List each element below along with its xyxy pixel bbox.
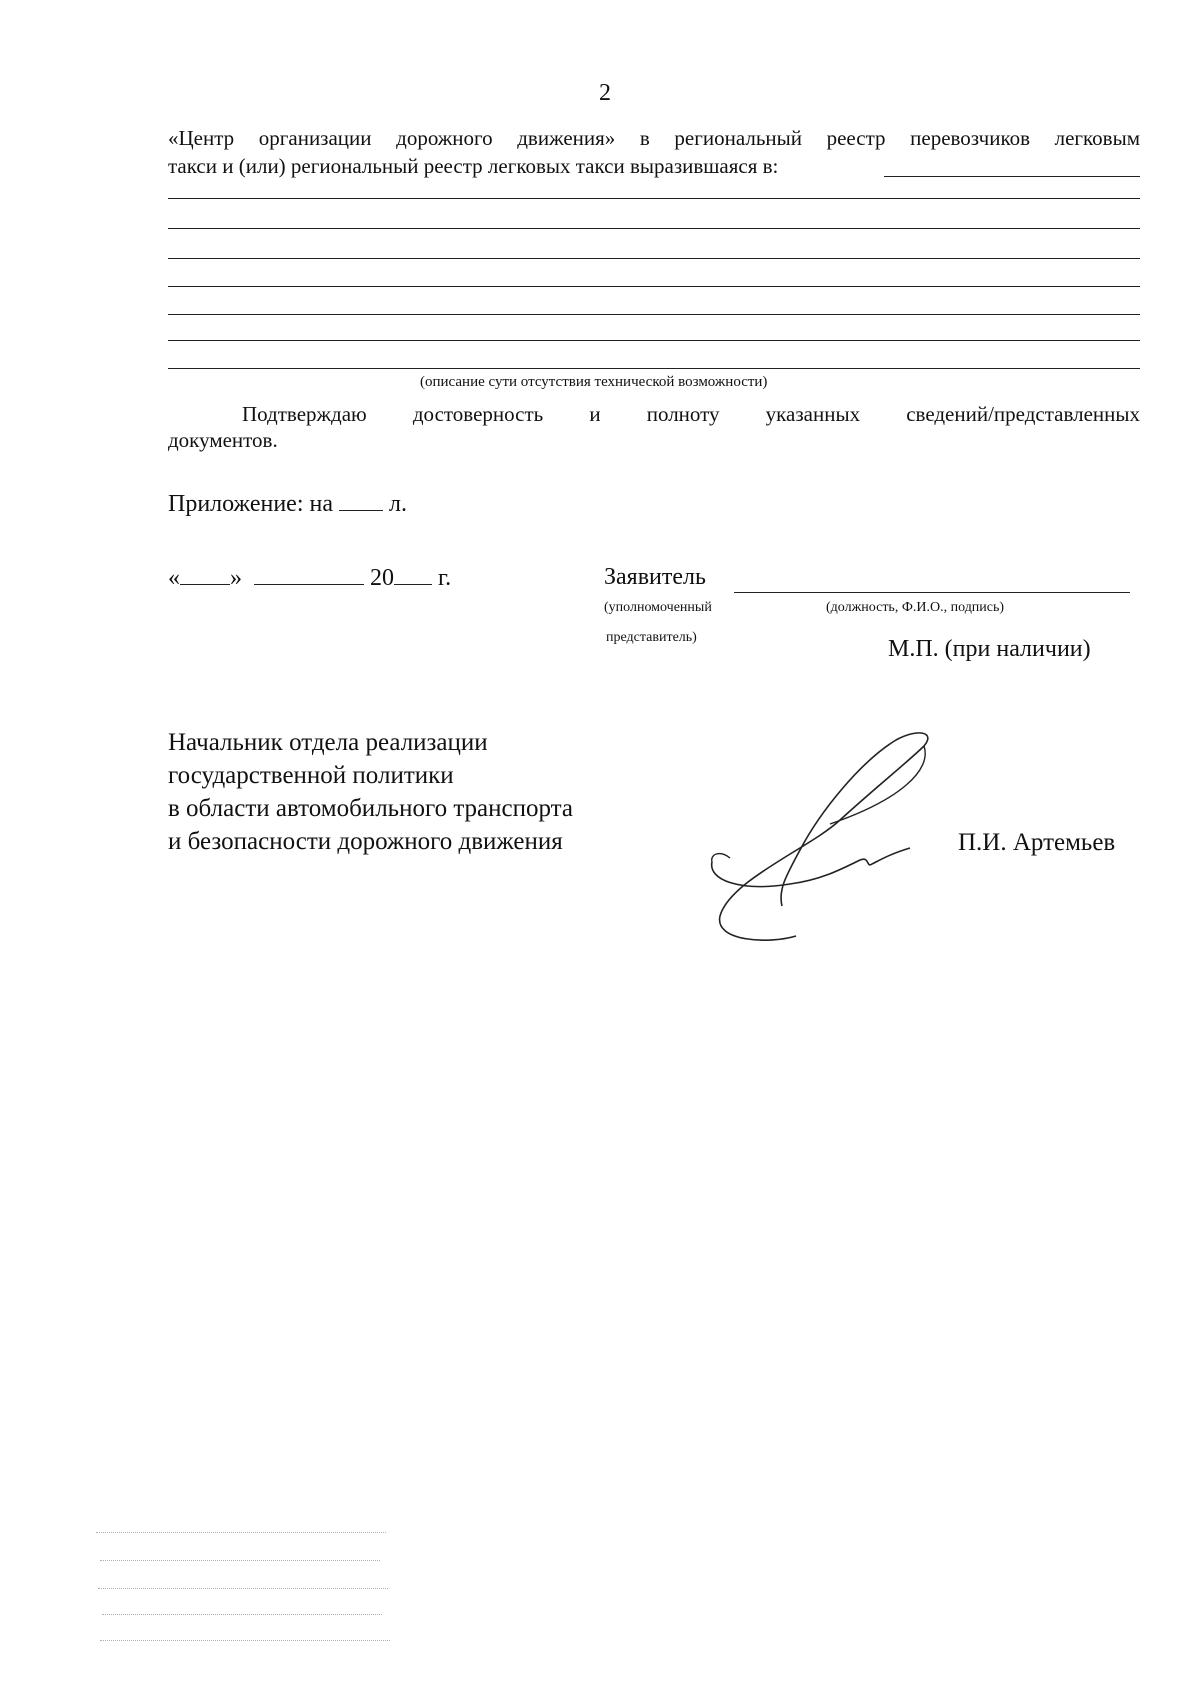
signatory-name: П.И. Артемьев bbox=[958, 829, 1116, 856]
attachment-prefix: Приложение: на bbox=[168, 491, 333, 517]
fill-line bbox=[168, 340, 1140, 341]
date-year-blank bbox=[394, 564, 432, 585]
confirm-line-2: документов. bbox=[168, 428, 278, 452]
noise-line bbox=[100, 1640, 390, 1641]
noise-line bbox=[100, 1560, 380, 1561]
signatory-title bbox=[168, 726, 573, 858]
applicant-label: Заявитель bbox=[604, 564, 706, 590]
seal-note: М.П. (при наличии) bbox=[888, 636, 1091, 662]
attachment-line bbox=[168, 490, 407, 518]
date-month-blank bbox=[254, 564, 364, 585]
intro-fill-line bbox=[884, 176, 1140, 177]
noise-line bbox=[96, 1532, 386, 1533]
date-year-suffix: г. bbox=[438, 565, 452, 591]
fill-line bbox=[168, 258, 1140, 259]
applicant-caption-rep-1: (уполномоченный bbox=[604, 600, 712, 615]
noise-line bbox=[98, 1588, 388, 1589]
signatory-title-line: Начальник отдела реализации bbox=[168, 729, 488, 756]
date-open-quote: « bbox=[168, 565, 180, 591]
date-close-quote: » bbox=[230, 565, 242, 591]
intro-line-2: такси и (или) региональный реестр легковых такси выразившаяся в: bbox=[168, 154, 779, 178]
fill-line bbox=[168, 368, 1140, 369]
date-century: 20 bbox=[370, 565, 394, 591]
applicant-signature-line bbox=[734, 592, 1130, 593]
description-caption: (описание сути отсутствия технической возможности) bbox=[420, 374, 768, 390]
page-number: 2 bbox=[599, 80, 611, 106]
attachment-suffix: л. bbox=[388, 491, 407, 517]
fill-line bbox=[168, 314, 1140, 315]
signatory-title-line: и безопасности дорожного движения bbox=[168, 828, 563, 855]
confirm-line-1: Подтверждаю достоверность и полноту указанных сведений/представленных bbox=[242, 402, 1140, 426]
fill-line bbox=[168, 198, 1140, 199]
handwritten-signature bbox=[700, 730, 940, 960]
noise-line bbox=[102, 1614, 382, 1615]
applicant-caption-rep-2: представитель) bbox=[606, 630, 697, 645]
signatory-title-line: государственной политики bbox=[168, 762, 454, 789]
intro-line-1: «Центр организации дорожного движения» в региональный реестр перевозчиков легковым bbox=[168, 126, 1140, 150]
fill-line bbox=[168, 286, 1140, 287]
date-line bbox=[168, 564, 451, 592]
applicant-caption-position: (должность, Ф.И.О., подпись) bbox=[826, 600, 1005, 615]
attachment-pages-blank bbox=[339, 490, 383, 511]
signatory-title-line: в области автомобильного транспорта bbox=[168, 795, 574, 822]
date-day-blank bbox=[180, 564, 230, 585]
fill-line bbox=[168, 228, 1140, 229]
